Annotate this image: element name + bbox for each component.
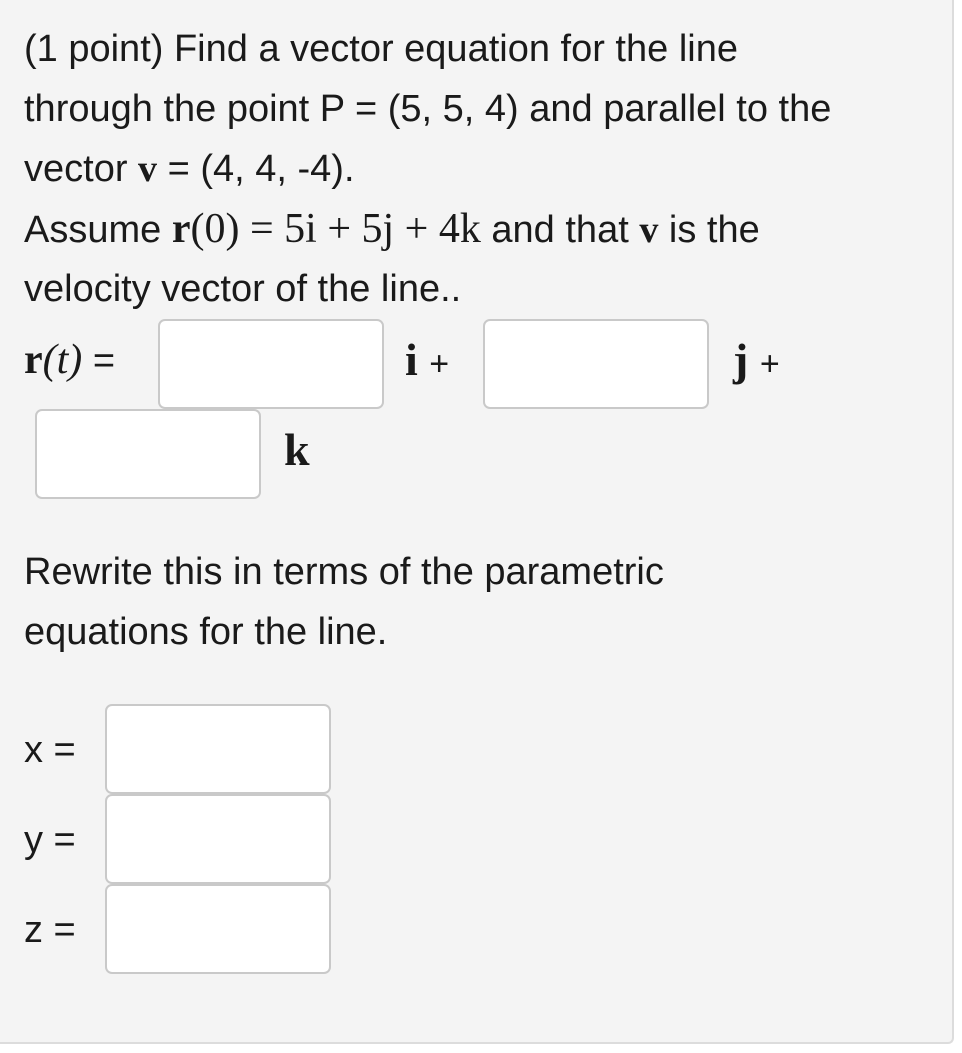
problem-line-2: through the point P = (5, 5, 4) and parallel to the [24,88,832,130]
assume-v-symbol: v [639,209,659,251]
z-equation-label: z = [24,909,76,951]
x-equation-label: x = [24,729,76,771]
k-unit-label: k [284,424,310,475]
i-unit-symbol: i [405,334,418,385]
problem-line-4 [24,199,760,260]
parametric-line-1: Rewrite this in terms of the parametric [24,551,664,593]
assume-suffix: is the [658,209,760,251]
t-argument: (t) [42,337,83,383]
x-parametric-input[interactable] [105,704,331,794]
parametric-line-2: equations for the line. [24,611,388,653]
assume-r-symbol: r [171,206,191,252]
equals-sign: = [82,340,116,382]
plus-sign-2: + [759,345,780,383]
plus-sign-1: + [429,345,450,383]
r-of-t-label [24,336,115,384]
j-unit-label [733,333,780,386]
r-symbol: r [24,337,43,383]
i-unit-label [405,333,449,386]
y-equation-label: y = [24,819,76,861]
problem-line-5: velocity vector of the line.. [24,268,462,310]
assume-prefix: Assume [24,209,172,251]
y-parametric-input[interactable] [105,794,331,884]
j-unit-symbol: j [733,334,749,385]
problem-line-1: (1 point) Find a vector equation for the line [24,28,738,70]
i-component-input[interactable] [158,319,384,409]
k-component-input[interactable] [35,409,261,499]
vector-word: vector [24,148,128,190]
assume-initial-position: (0) = 5i + 5j + 4k [190,206,481,252]
z-parametric-input[interactable] [105,884,331,974]
assume-mid: and that [480,209,640,251]
j-component-input[interactable] [483,319,709,409]
vector-v-value: = (4, 4, -4). [157,148,355,190]
problem-line-3 [24,139,355,199]
vector-v-symbol: v [138,148,158,190]
